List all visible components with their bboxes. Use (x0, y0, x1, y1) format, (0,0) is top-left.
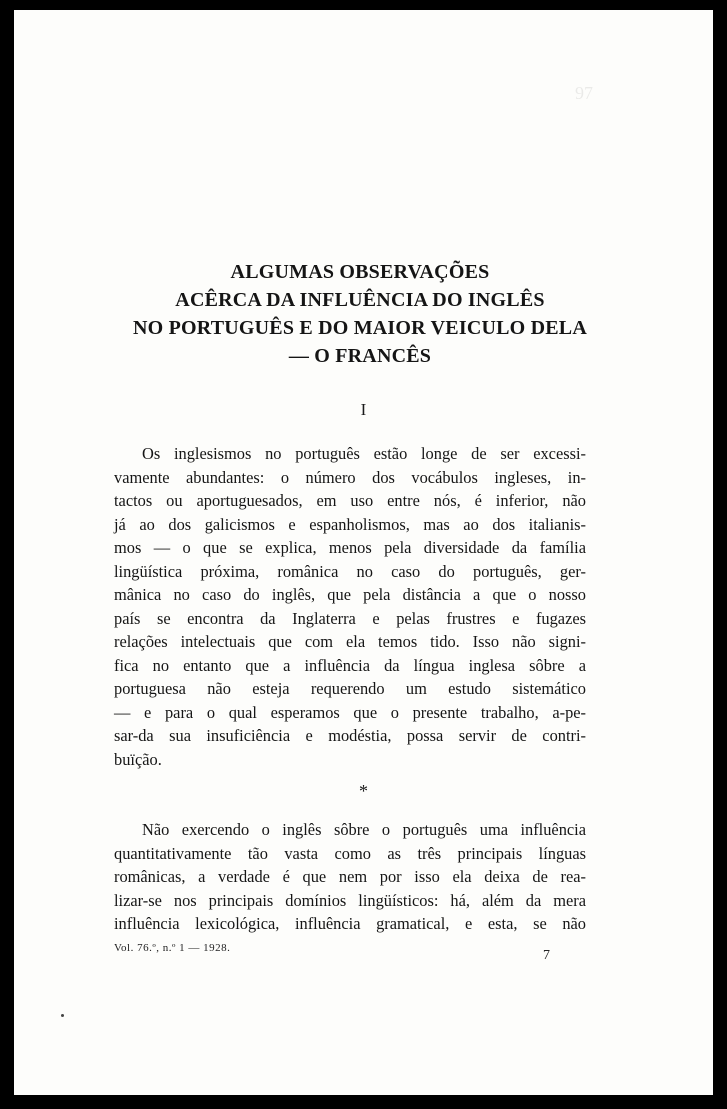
volume-info: Vol. 76.º, n.º 1 — 1928. (114, 942, 231, 954)
paragraph-line: portuguesa não esteja requerendo um estudo sistemático (114, 679, 586, 698)
title-line-2: ACÊRCA DA INFLUÊNCIA DO INGLÊS (175, 289, 545, 311)
paragraph-line: influência lexicológica, influência gramatical, e esta, se não (114, 914, 586, 933)
paragraph-line: quantitativamente tão vasta como as três principais línguas (114, 843, 586, 863)
paragraph-line: relações intelectuais que com ela temos tido. Isso não signi- (114, 632, 586, 651)
section-separator: * (359, 781, 368, 801)
paragraph-line: lingüística próxima, românica no caso do português, ger- (114, 561, 586, 581)
paragraph-line: românicas, a verdade é que nem por isso ela deixa de rea- (114, 867, 586, 886)
paragraph-line: — e para o qual esperamos que o presente trabalho, a-pe- (114, 702, 586, 722)
paragraph-line: mânica no caso do inglês, que pela distância a que o nosso (114, 585, 586, 604)
paragraph-line: Não exercendo o inglês sôbre o português uma influência (142, 820, 586, 839)
ghost-page-number: 97 (575, 83, 593, 103)
paragraph-line: país se encontra da Inglaterra e pelas frustres e fugazes (114, 608, 586, 628)
title-line-3: NO PORTUGUÊS E DO MAIOR VEICULO DELA (133, 317, 587, 339)
paragraph-line: lizar-se nos principais domínios lingüísticos: há, além da mera (114, 890, 586, 910)
document-page (14, 10, 713, 1095)
paragraph-line: Os inglesismos no português estão longe de ser excessi- (142, 444, 586, 463)
paragraph-line: fica no entanto que a influência da língua inglesa sôbre a (114, 655, 586, 675)
paragraph-line: buïção. (114, 749, 162, 769)
title-line-1: ALGUMAS OBSERVAÇÕES (230, 261, 490, 283)
section-number: I (360, 400, 367, 419)
article-title (80, 258, 640, 370)
paragraph-line: mos — o que se explica, menos pela diversidade da família (114, 538, 586, 557)
paragraph-line: já ao dos galicismos e espanholismos, mas ao dos italianis- (114, 514, 586, 534)
paper-speck (61, 1014, 64, 1017)
paragraph-1 (114, 442, 586, 771)
paragraph-2 (114, 818, 586, 936)
signature-mark: 7 (543, 948, 550, 963)
page-footer (114, 942, 586, 963)
title-line-4: — O FRANCÊS (288, 345, 432, 367)
paragraph-line: sar-da sua insuficiência e modéstia, possa servir de contri- (114, 726, 586, 745)
paragraph-line: tactos ou aportuguesados, em uso entre nós, é inferior, não (114, 491, 586, 510)
paragraph-line: vamente abundantes: o número dos vocábulos ingleses, in- (114, 467, 586, 487)
